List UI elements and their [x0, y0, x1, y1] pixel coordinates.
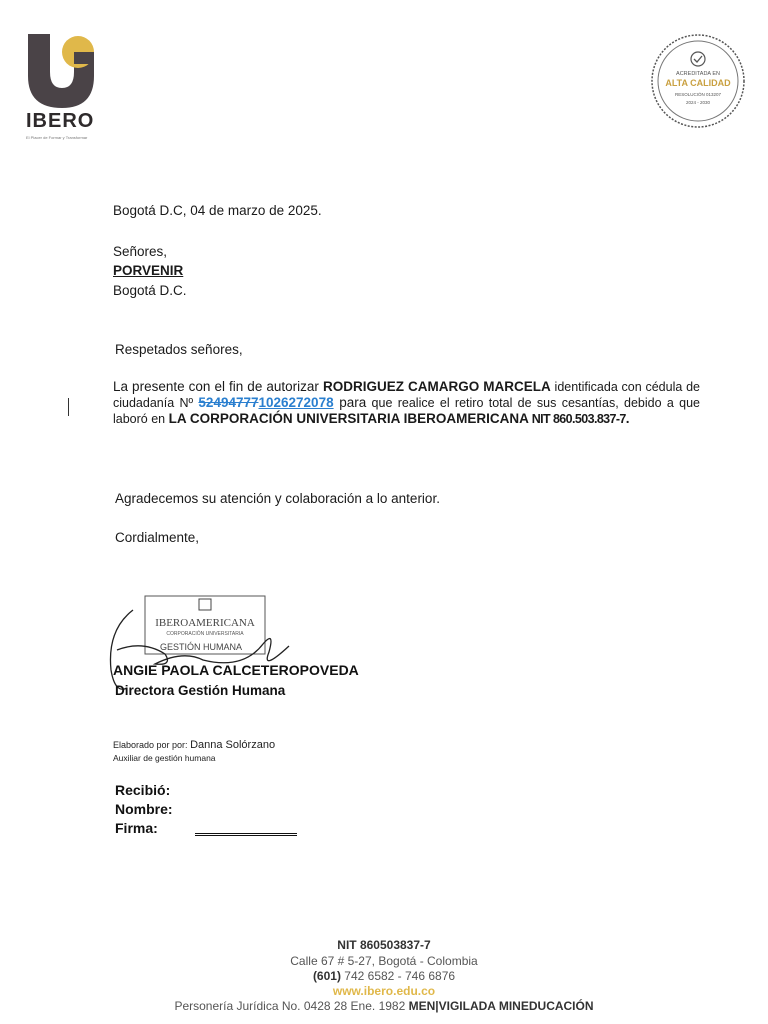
signature-line — [195, 833, 297, 836]
thanks-line: Agradecemos su atención y colaboración a lo anterior. — [115, 491, 440, 506]
signatory-name: ANGIE PAOLA CALCETEROPOVEDA — [113, 662, 359, 678]
inserted-id-number: 1026272078 — [258, 395, 334, 410]
institution-name: LA CORPORACIÓN UNIVERSITARIA IBEROAMERICANA — [168, 411, 529, 426]
ibero-logo-icon — [26, 32, 98, 108]
accreditation-seal-icon — [650, 33, 746, 129]
recipient-name: PORVENIR — [113, 263, 184, 278]
footer-nit: NIT 860503837-7 — [337, 938, 431, 952]
footer-phone-numbers: 742 6582 - 746 6876 — [340, 969, 456, 983]
deleted-id-number: 52494777 — [198, 395, 259, 410]
prepared-by: Elaborado por por: Danna Solórzano — [113, 739, 276, 751]
signature-label: Firma: — [115, 820, 158, 836]
stamp-line-1: IBEROAMERICANA — [155, 617, 255, 629]
body-id-text: identificada con cédula de ciudadanía Nº — [113, 380, 700, 410]
seal-line-1: ACREDITADA EN — [676, 71, 720, 77]
footer-legal — [0, 999, 768, 1013]
closing: Cordialmente, — [115, 530, 200, 545]
signatory-title: Directora Gestión Humana — [115, 683, 286, 698]
seal-line-2: ALTA CALIDAD — [665, 78, 731, 88]
body-end: . — [625, 411, 630, 426]
footer-website[interactable]: www.ibero.edu.co — [332, 984, 436, 998]
seal-line-4: 2024 - 2030 — [685, 100, 711, 105]
footer-vigilada: MEN|VIGILADA MINEDUCACIÓN — [408, 999, 594, 1013]
logo-wordmark: IBERO — [26, 110, 95, 132]
letter-body — [113, 379, 700, 427]
salutation: Señores, — [113, 244, 168, 259]
seal-line-3: RESOLUCIÓN 013207 — [674, 92, 722, 97]
prepared-by-role: Auxiliar de gestión humana — [113, 753, 216, 763]
stamp-line-3: GESTIÓN HUMANA — [159, 642, 243, 652]
body-purpose-a: para — [333, 395, 367, 410]
authorized-person: RODRIGUEZ CAMARGO MARCELA — [322, 379, 551, 394]
footer-legal-text: Personería Jurídica No. 0428 28 Ene. 1982 — [174, 999, 409, 1013]
body-purpose-b: que realice el retiro total de sus cesantías, debido a que laboró en — [113, 396, 700, 426]
footer-phones — [0, 969, 768, 983]
greeting: Respetados señores, — [115, 342, 243, 357]
name-label: Nombre: — [115, 801, 173, 817]
logo-tagline: El Placer de Formar y Transformar — [26, 135, 88, 140]
stamp-line-2: CORPORACIÓN UNIVERSITARIA — [166, 631, 244, 637]
institution-nit: NIT 860.503.837-7 — [528, 412, 626, 426]
text-cursor — [68, 398, 69, 416]
prepared-by-label: Elaborado por — [113, 740, 170, 750]
prepared-by-name: Danna Solórzano — [190, 739, 276, 751]
footer-phone-code: (601) — [312, 969, 341, 983]
received-label: Recibió: — [115, 782, 171, 798]
recipient-city: Bogotá D.C. — [113, 283, 187, 298]
footer-address: Calle 67 # 5-27, Bogotá - Colombia — [290, 954, 478, 968]
letter-date: Bogotá D.C, 04 de marzo de 2025. — [113, 203, 322, 218]
body-intro: La presente con el fin de autorizar — [113, 379, 323, 394]
